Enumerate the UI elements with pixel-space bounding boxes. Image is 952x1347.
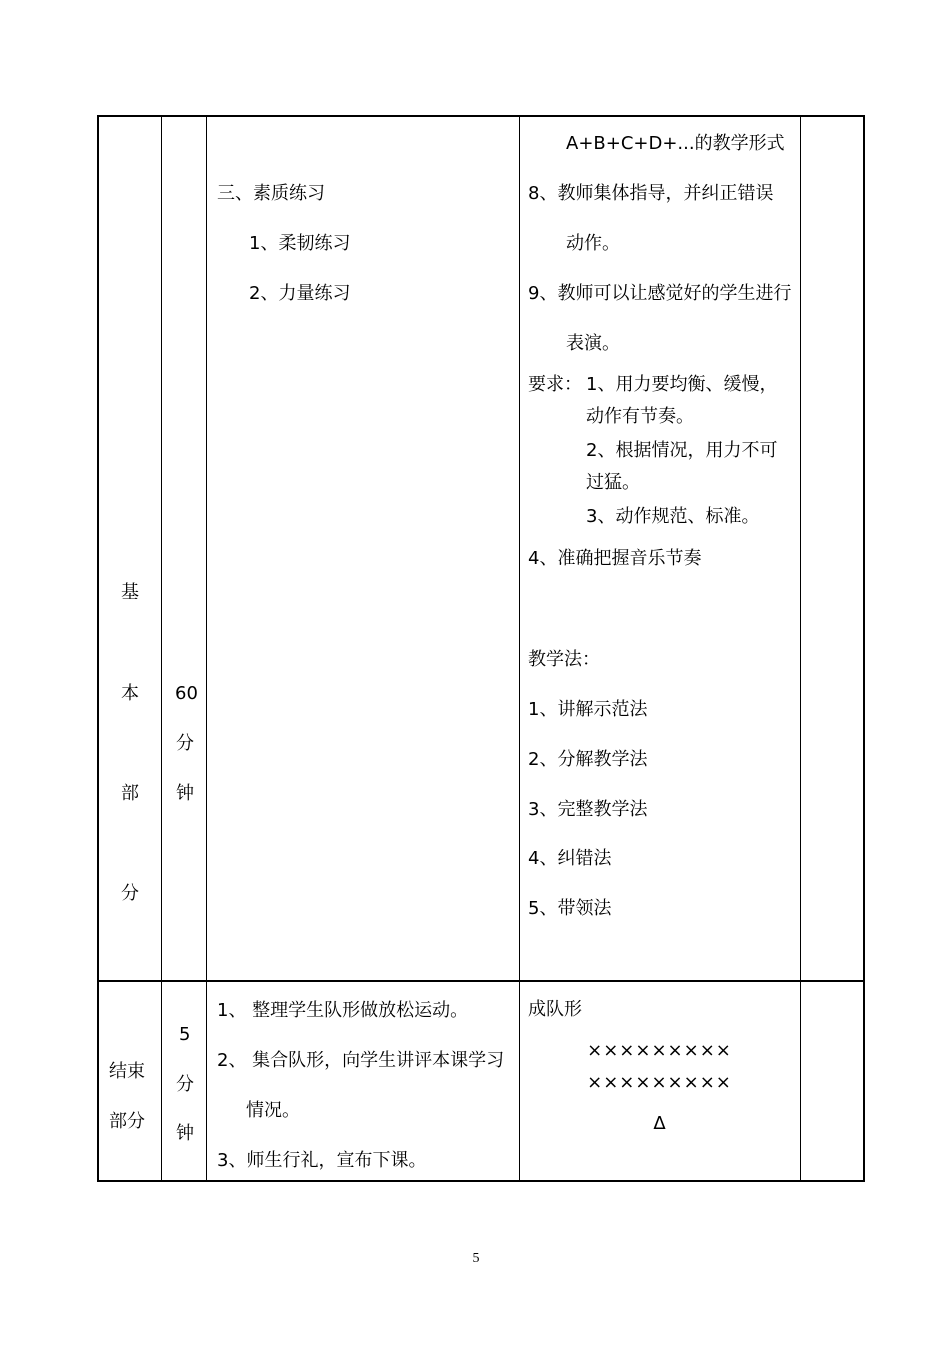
time-char: 钟 [176,783,194,804]
lesson-plan-table [97,115,865,1182]
formation-row: ××××××××× [587,1040,732,1061]
requirement-line: 3、动作规范、标准。 [586,506,760,527]
method-item: 5、带领法 [528,898,612,919]
end-content-cell [208,982,518,1180]
method-line: 9、教师可以让感觉好的学生进行 [528,283,792,304]
content-heading: 三、素质练习 [217,183,325,204]
content-item: 2、力量练习 [249,283,351,304]
method-line: 8、教师集体指导，并纠正错误 [528,183,774,204]
page-number: 5 [472,1251,480,1266]
requirement-line: 1、用力要均衡、缓慢， [586,374,778,395]
method-line: 4、准确把握音乐节奏 [528,548,702,569]
method-line: 表演。 [566,333,620,354]
content-item: 3、师生行礼，宣布下课。 [217,1150,427,1171]
methods-title: 教学法： [528,649,600,670]
time-char: 钟 [176,1123,194,1144]
time-number: 5 [179,1024,191,1045]
time-number: 60 [175,683,198,704]
section-char: 基 [121,582,139,603]
method-item: 3、完整教学法 [528,799,648,820]
content-item: 1、柔韧练习 [249,233,351,254]
requirement-line: 过猛。 [586,472,640,493]
time-char: 分 [176,733,194,754]
requirements-label: 要求： [528,374,582,395]
main-method-cell [520,117,799,978]
column-divider [206,117,207,1180]
content-item: 1、 整理学生队形做放松运动。 [217,1000,469,1021]
section-char: 结束 [109,1061,145,1082]
method-item: 2、分解教学法 [528,749,648,770]
section-char: 部 [121,783,139,804]
column-divider [161,117,162,1180]
section-char: 分 [121,883,139,904]
method-line: A+B+C+D+...的教学形式 [566,133,785,154]
requirement-line: 2、根据情况，用力不可 [586,440,778,461]
method-item: 1、讲解示范法 [528,699,648,720]
content-item: 情况。 [246,1100,300,1121]
method-item: 4、纠错法 [528,848,612,869]
formation-title: 成队形 [528,999,582,1020]
section-char: 本 [121,683,139,704]
content-item: 2、 集合队形，向学生讲评本课学习 [217,1050,505,1071]
section-char: 部分 [109,1111,145,1132]
method-line: 动作。 [566,233,620,254]
formation-row: ××××××××× [587,1072,732,1093]
time-char: 分 [176,1074,194,1095]
teacher-marker: Δ [653,1113,666,1134]
column-divider [800,117,801,1180]
requirement-line: 动作有节奏。 [586,406,694,427]
